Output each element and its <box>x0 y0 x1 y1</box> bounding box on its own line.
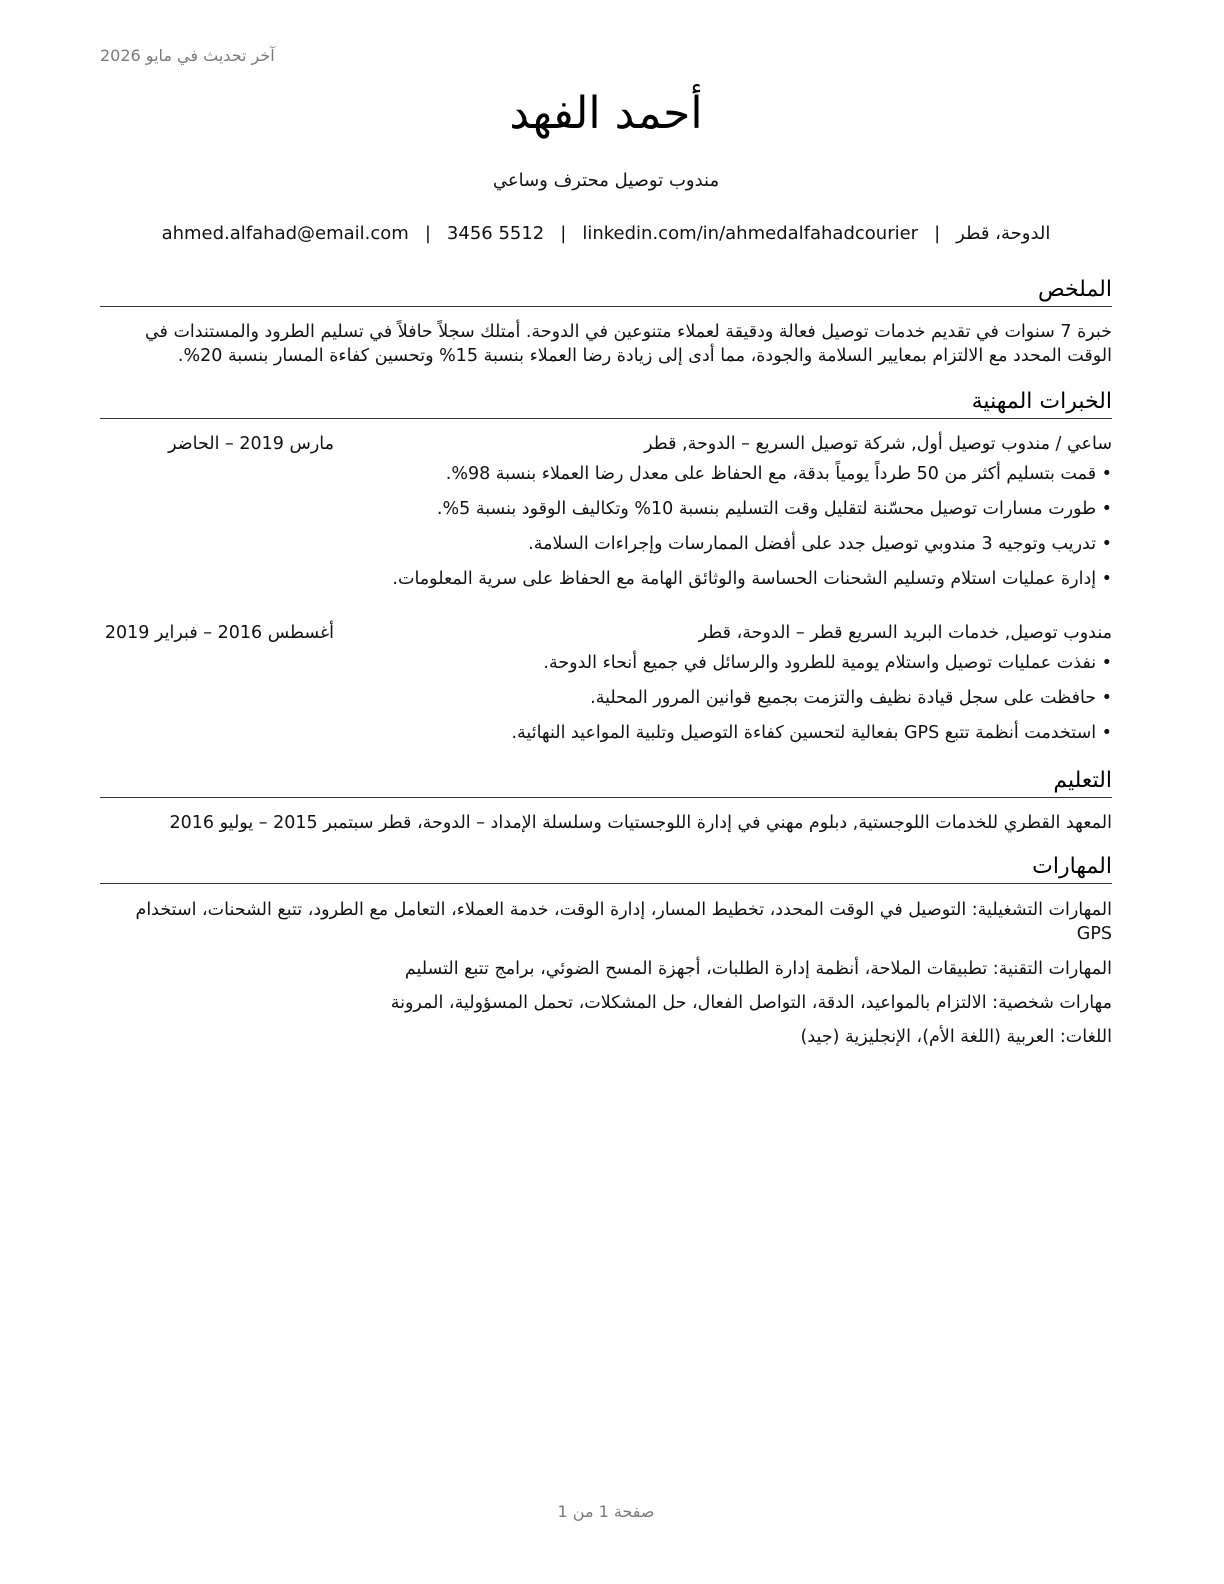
contact-separator: | <box>424 223 431 244</box>
education-entry: المعهد القطري للخدمات اللوجستية, دبلوم مهني في إدارة اللوجستيات وسلسلة الإمداد – الدوحة، قطر سبتمبر 2015 – يوليو 2016 <box>169 813 1112 833</box>
candidate-title: مندوب توصيل محترف وساعي <box>492 170 720 191</box>
contact-separator: | <box>560 223 567 244</box>
experience-heading: الخبرات المهنية <box>100 387 1112 419</box>
summary-heading: الملخص <box>100 275 1112 307</box>
contact-separator: | <box>934 223 941 244</box>
skill-item: المهارات التشغيلية: التوصيل في الوقت المحدد، تخطيط المسار، إدارة الوقت، خدمة العملاء، التعامل مع الطرود، تتبع الشحنات، استخدام GPS <box>135 900 1112 944</box>
job-header <box>100 621 1112 645</box>
skill-item: المهارات التقنية: تطبيقات الملاحة، أنظمة إدارة الطلبات، أجهزة المسح الضوئي، برامج تتبع التسليم <box>404 959 1112 979</box>
job-bullet: • قمت بتسليم أكثر من 50 طرداً يومياً بدقة، مع الحفاظ على معدل رضا العملاء بنسبة 98%. <box>445 464 1112 484</box>
job-bullet: • استخدمت أنظمة تتبع GPS بفعالية لتحسين كفاءة التوصيل وتلبية المواعيد النهائية. <box>511 723 1112 743</box>
job-title: ساعي / مندوب توصيل أول, شركة توصيل السريع – الدوحة, قطر <box>644 434 1112 454</box>
candidate-name: أحمد الفهد <box>509 88 703 139</box>
job-title: مندوب توصيل, خدمات البريد السريع قطر – الدوحة، قطر <box>698 623 1112 643</box>
skill-item: مهارات شخصية: الالتزام بالمواعيد، الدقة، التواصل الفعال، حل المشكلات، تحمل المسؤولية، المرونة <box>390 993 1112 1013</box>
job-dates: مارس 2019 – الحاضر <box>168 434 334 454</box>
resume-page <box>100 0 1112 1584</box>
page-number: صفحة 1 من 1 <box>557 1502 655 1521</box>
contact-email[interactable]: ahmed.alfahad@email.com <box>161 223 409 244</box>
contact-line <box>100 223 1112 244</box>
skill-item: اللغات: العربية (اللغة الأم)، الإنجليزية (جيد) <box>800 1027 1112 1047</box>
contact-location: الدوحة، قطر <box>956 223 1051 244</box>
last-updated-note: آخر تحديث في مايو 2026 <box>100 46 275 65</box>
job-bullet: • تدريب وتوجيه 3 مندوبي توصيل جدد على أفضل الممارسات وإجراءات السلامة. <box>528 534 1112 554</box>
job-bullet: • نفذت عمليات توصيل واستلام يومية للطرود والرسائل في جميع أنحاء الدوحة. <box>543 653 1112 673</box>
job-bullet: • حافظت على سجل قيادة نظيف والتزمت بجميع قوانين المرور المحلية. <box>590 688 1112 708</box>
summary-text: خبرة 7 سنوات في تقديم خدمات توصيل فعالة ودقيقة لعملاء متنوعين في الدوحة. أمتلك سجلاً حافلاً في تسليم الطرود والمستندات في الوقت المحدد مع الالتزام بمعايير السلامة والجودة، مما أدى إلى زيادة رضا العملاء بنسبة 15% وتحسين كفاءة المسار بنسبة 20%. <box>144 322 1112 366</box>
job-dates: أغسطس 2016 – فبراير 2019 <box>104 623 334 643</box>
education-heading: التعليم <box>100 766 1112 798</box>
job-header <box>100 432 1112 456</box>
job-bullet: • إدارة عمليات استلام وتسليم الشحنات الحساسة والوثائق الهامة مع الحفاظ على سرية المعلومات. <box>392 569 1112 589</box>
skills-heading: المهارات <box>100 852 1112 884</box>
job-bullet: • طورت مسارات توصيل محسّنة لتقليل وقت التسليم بنسبة 10% وتكاليف الوقود بنسبة 5%. <box>436 499 1112 519</box>
contact-linkedin[interactable]: linkedin.com/in/ahmedalfahadcourier <box>582 223 919 244</box>
contact-phone: 3456 5512 <box>446 223 545 244</box>
